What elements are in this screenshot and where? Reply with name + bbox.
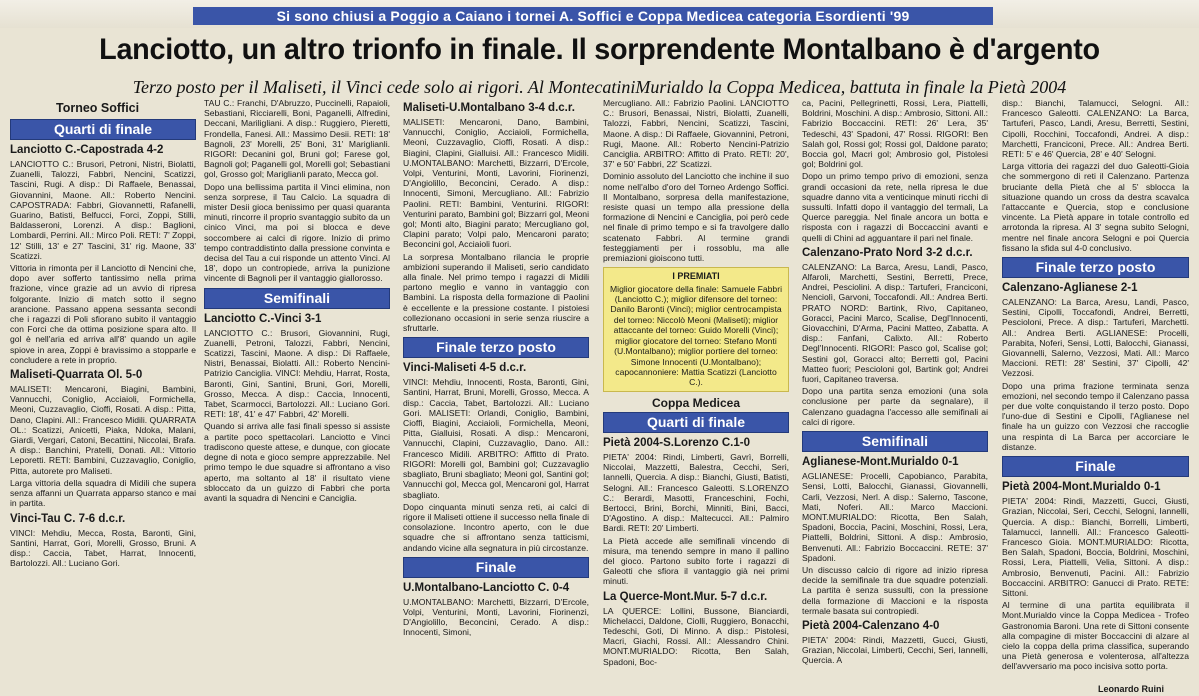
banner-title: Si sono chiusi a Poggio a Caiano i tornei A. Soffici e Coppa Medicea categoria Esordienti '99 [193, 7, 993, 25]
match-title: Calenzano-Aglianese 2-1 [1002, 282, 1138, 295]
match-title: Vinci-Tau C. 7-6 d.c.r. [10, 512, 126, 525]
column-3 [403, 98, 589, 696]
match-lineups: MALISETI: Mencaroni, Dano, Bambini, Vannucchi, Coniglio, Acciaioli, Formichella, Meoni, Cuzzavaglio, Cioffi, Rosati. A disp.: Biagini, Clapini, Gialluisi. All.: Francesco Midili. U.MONTALBANO: Marchetti, Bizzarri, D'Ercole, Volpi, Venturini, Monti, Lavorini, Fiorinenzi, D'Angiolillo, Beconcini, Cerado. A disp.: Innocenti, Simoni, Mercugliano. All.: Fabrizio Paolini. RETI: Bambini, Venturini. RIGORI: Venturini parato, Bambini gol; Bizzarri gol, Meoni gol; Monti alto, Biagini parato; Mercugliano gol, Clapini parato; Volpi palo, Mencaroni parato; Beconcini gol, Acciaioli fuori. [403, 117, 589, 250]
match-title: Pietà 2004-Calenzano 4-0 [802, 619, 940, 632]
column-2 [204, 98, 390, 696]
match-report: Quando si arriva alle fasi finali spesso si assiste a partite poco spettacolari. Lanciotto e Vinci tradiscono queste attese, e dunque, con giocate degne di nota e gioco sempre apprezzabile. Nel primo tempo le due squadre si affrontano a viso aperto, ma soltanto al 18' il risultato viene sbloccato da un guizzo di Fabbri che porta avanti la squadra di Nencini e Canciglia. [204, 421, 390, 503]
match-lineups: LANCIOTTO C.: Brusori, Petroni, Nistri, Biolatti, Zuanelli, Talozzi, Fabbri, Nencini, Scatizzi, Tascini, Rugi. A disp.: Di Raffaele, Benassai, Giovannini, Maone. All.: Roberto Nencini. CAPOSTRADA: Fabbri, Giovannetti, Rafanelli, Guarino, Batisti, Belfucci, Forci, Zoppi, Stilli, Baldasseroni, Lorenzi. A disp.: Baglioni, Lombardi, Perrini. All.: Mirco Poli. RETI: 7' Zoppi, 12' Stilli, 13' e 27' Tascini, 31' rig. Maone, 33' Scatizzi. [10, 159, 196, 261]
match-lineups: PIETA' 2004: Rindi, Mazzetti, Gucci, Giusti, Grazian, Niccolai, Seri, Cecchi, Selogni, Iannelli, Quercia. A disp.: Bianchi, Borrelli, Limberti, Talamucci, Iannelli. All.: Francesco Galeotti-Francesco Gioia. MONT.MURIALDO: Ricotta, Ben Salah, Spadoni, Boccia, Boldrini, Moschini, Rossi, Lera, Piattelli, Velia, Sittoni. A disp.: Ambrosio, Benvenuti, Pacini. All.: Fabrizio Boccaccini. ARBITRO: Ganucci di Prato. RETE: Sittoni. [1002, 496, 1189, 598]
match-report: Dopo una partita senza emozioni (una sola conclusione per parte da segnalare), il Calenzano guadagna l'accesso alle semifinali ai calci di rigore. [802, 386, 988, 427]
section-bar-terzo-posto: Finale terzo posto [403, 337, 589, 358]
match-report: La Pietà accede alle semifinali vincendo di misura, ma tenendo sempre in mano il pallino del gioco. Partono subito forte i ragazzi di Galeotti che sfiora il vantaggio già nei primi minuti. [603, 535, 789, 587]
column-4 [603, 98, 789, 696]
section-title-coppa: Coppa Medicea [651, 395, 741, 410]
section-bar-terzo-posto: Finale terzo posto [1002, 257, 1189, 278]
match-lineups: Mercugliano. All.: Fabrizio Paolini. LANCIOTTO C.: Brusori, Benassai, Nistri, Biolatti, Zuanelli, Talozzi, Fabbri, Nencini, Scatizzi, Tascini, Maone. A disp.: Di Raffaele, Giovannini, Petroni, Rugi, Maone. All.: Roberto Nencini-Patrizio Canciglia. ARBITRO: Affitto di Prato. RETI: 20', 37' e 50' Fabbri, 22' Scatizzi. [603, 98, 789, 170]
match-title: Maliseti-U.Montalbano 3-4 d.c.r. [403, 102, 575, 114]
match-lineups: PIETA' 2004: Rindi, Mazzetti, Gucci, Giusti, Grazian, Niccolai, Limberti, Cecchi, Seri, Iannelli, Quercia. A [802, 634, 988, 666]
match-title: Pietà 2004-S.Lorenzo C.1-0 [603, 436, 750, 449]
match-report: Larga vittoria dei ragazzi del duo Galeotti-Gioia che sommergono di reti il Calenzano. Partenza bruciante della Pietà che al 5' sblocca la situazione quando un cross da destra scavalca l'attaccante e Quercia, stop e conclusione vincente. La Pietà appare in totale controllo ed arrotonda la ripresa. Al 3' segna subito Selogni, mentre nel finale ancora Selogni e poi Quercia fissano la sfida sul 4-0 conclusivo. [1002, 161, 1189, 253]
match-lineups: U.MONTALBANO: Marchetti, Bizzarri, D'Ercole, Volpi, Venturini, Monti, Lavorini, Fiorinenzi, D'Angiolillo, Beconcini, Cerado. A disp.: Innocenti, Simoni, [403, 596, 589, 638]
match-report: Dopo un primo tempo privo di emozioni, senza grandi occasioni da rete, nella ripresa le due squadre danno vita a venticinque minuti ricchi di sussulti. Infatti dopo il vantaggio del termali, La Querce pareggia. Nel finale ancora un botta e risposta con i ragazzi di Boccaccini avanti e quelli di Chini ad agguantare il pari nel finale. [802, 171, 988, 243]
column-1 [10, 98, 196, 696]
section-bar-finale: Finale [403, 557, 589, 578]
match-report: Vittoria in rimonta per il Lanciotto di Nencini che, dopo aver sofferto tantissimo nella prima frazione, vince grazie ad un avvio di ripresa folgorante. Inizio di match sotto il segno arancione. Passano appena sessanta secondi che i ragazzi di Poli sfiorano subito il vantaggio con Forci che da ottima posizione spara alto. Il gol è nell'aria ed arriva all'8' quando un agile spiove in area, Zoppi è bravissimo a stopparle e concludere a rete in proprio. [10, 263, 196, 365]
section-bar-quarti: Quarti di finale [603, 412, 789, 433]
match-lineups: LANCIOTTO C.: Brusori, Giovannini, Rugi, Zuanelli, Petroni, Talozzi, Fabbri, Nencini, Scatizzi, Tascini, Maone. A disp.: Di Raffaele, Nistri, Benassai, Biolatti. All.: Roberto Nencini-Patrizio Canciglia. VINCI: Mehdiu, Harrat, Rosta, Baronti, Gini, Santini, Bruni, Gori, Morelli, Grosso, Mecca. A disp.: Caccia, Innocenti, Tabet, Scarmocci, Bartolozzi. All.: Luciano Gori. RETI: 18', 41' e 47' Fabbri, 42' Morelli. [204, 327, 390, 420]
match-title: U.Montalbano-Lanciotto C. 0-4 [403, 581, 570, 594]
prize-box [603, 267, 789, 391]
match-title: Maliseti-Quarrata Ol. 5-0 [10, 369, 143, 382]
match-report: Dopo cinquanta minuti senza reti, ai calci di rigore il Maliseti ottiene il successo nella finale di consolazione. Incontro aperto, con le due squadre che si affrontano senza tatticismi, andando vicine alla segnatura in più circostanze. [403, 501, 589, 553]
prize-list: Miglior giocatore della finale: Samuele Fabbri (Lanciotto C.); miglior difensore del torneo: Danilo Baronti (Vinci); miglior centrocampista del torneo: Niccolò Meoni (Maliseti); miglior attaccante del torneo: Guido Morelli (Vinci); miglior giocatore del torneo: Stefano Monti (U.Montalbano); miglior portiere del torneo: Simone Innocenti (U.Montalbano); capocannoniere: Mattia Scatizzi (Lanciotto C.). [610, 283, 782, 388]
match-lineups: VINCI: Mehdiu, Innocenti, Rosta, Baronti, Gini, Santini, Harrat, Bruni, Morelli, Grosso, Mecca. A disp.: Caccia, Tabet, Bartolozzi. All.: Luciano Gori. MALISETI: Orlandi, Coniglio, Bambini, Cioffi, Biagini, Acciaioli, Formichella, Meoni, Pitta, Gialluisi, Rosati. A disp.: Mencaroni, Vannucchi, Clapini, Cuzzavaglio, Dano. All.: Francesco Midili. ARBITRO: Affitto di Prato. RIGORI: Morelli gol, Bambini gol; Cuzzavaglio sbagliato, Bruni sbagliato; Meoni gol, Santini gol; Vannucchi gol, Mecca gol, Mencaroni gol, Harrat sbagliato. [403, 377, 589, 500]
match-report: Larga vittoria della squadra di Midili che supera senza affanni un Quarrata apparso stanco e mai in partita. [10, 477, 196, 509]
match-lineups: CALENZANO: La Barca, Aresu, Landi, Pasco, Alfaroli, Marchetti, Sestini, Berretti, Prece, Andrei, Pesciolini. A disp.: Tartuferi, Franciconi, Nenciolì, Garvoni, Toccafondi. All.: Andrea Berti. PRATO NORD: Bartink, Rivo, Capitaneo, Goracci, Pacini Marco, Scalise, Degl'Innocenti, Giovacchini, D'Arma, Pacini Matteo, Zabatta. A disp.: Fanfani, Calixto. All.: Roberto Degl'Innocenti. RIGORI: Pasco gol, Scalise gol; Sestini gol, Goracci alto; Berretti gol, Pacini Matteo fuori; Pescioloni gol, Bartink gol; Andrei fuori, Capitaneo traversa. [802, 261, 988, 385]
match-lineups: disp.: Bianchi, Talamucci, Selogni. All.: Francesco Galeotti. CALENZANO: La Barca, Tartuferi, Pasco, Landi, Aresu, Berretti, Sestini, Cipolli, Rocchini, Toccafondi, Andrei. A disp.: Marchetti, Franciconi, Prece. All.: Andrea Berti. RETI: 5' e 46' Quercia, 28' e 40' Selogni. [1002, 98, 1189, 160]
subheadline: Terzo posto per il Maliseti, il Vinci cede solo ai rigori. Al MontecatiniMurialdo la Coppa Medicea, battuta in finale la Pietà 2004 [132, 77, 1067, 97]
match-lineups: ca, Pacini, Pellegrinetti, Rossi, Lera, Piattelli, Boldrini, Moschini. A disp.: Ambrosio, Sittoni. All.: Fabrizio Boccaccini. RETI: 26' Lera, 35' Tedeschi, 43' Spadoni, 47' Rossi. RIGORI: Ben Salah gol, Rossi gol; Rossi gol, Daldone parato; Boccia gol, Macri gol; Ambrosio gol, Pistolesi gol; Boldrini gol. [802, 98, 988, 170]
match-lineups: CALENZANO: La Barca, Aresu, Landi, Pasco, Sestini, Cipolli, Toccafondi, Andrei, Berretti, Pescioloni, Prece. A disp.: Tartuferi, Marchetti. All.: Andrea Berti. AGLIANESE: Procelli, Parabita, Noferi, Sensi, Lotti, Balocchi, Gianassi, Giovannelli, Salerno, Vezzosi, Mati. All.: Marco Maccioni. RETI: 28' Sestini, 37' Cipolli, 42' Vezzosi. [1002, 297, 1189, 379]
match-title: Calenzano-Prato Nord 3-2 d.c.r. [802, 246, 973, 259]
column-6 [1002, 98, 1189, 696]
section-bar-semifinali: Semifinali [802, 431, 988, 452]
match-title: Vinci-Maliseti 4-5 d.c.r. [403, 362, 527, 375]
section-title-soffici: Torneo Soffici [56, 101, 140, 115]
section-bar-semifinali: Semifinali [204, 288, 390, 309]
match-lineups: PIETA' 2004: Rindi, Limberti, Gavrì, Borrelli, Niccolai, Mazzetti, Balestra, Cecchi, Seri, Iannelli, Quercia. A disp.: Bianchi, Giusti, Batisti, Selogni. All.: Francesco Galeotti. S.LORENZO C.: Berardi, Masotti, Franceschini, Fochi, Bertocci, Brini, Borchi, Minniti, Bini, Bacci, D'Agostino. A disp.: Maltecucci. All.: Palmiro Bardi. RETI: 20' Limberti. [603, 451, 789, 534]
match-title: Pietà 2004-Mont.Murialdo 0-1 [1002, 481, 1161, 494]
match-report: Dominio assoluto del Lanciotto che inchine il suo nome nell'albo d'oro del Torneo Ardengo Soffici. Il Montalbano, sorpresa della manifestazione, resiste quasi un tempo alla pressione della formazione di Nencini e Canciglia, poi però cede nel finale di primo tempo e si fa travolgere dallo scatenato Fabbri. Al termine grandi festeggiamenti per i rossoblu, ma alle premiazioni gioiscono tutti. [603, 171, 789, 264]
section-bar-finale: Finale [1002, 456, 1189, 477]
match-lineups: TAU C.: Franchi, D'Abruzzo, Puccinelli, Rapaioli, Sebastiani, Ricciarelli, Boni, Paganelli, Alfredini, Deccani, Mariligliani. A disp.: Ruggiero, Pieretti, Frondella, Fanesi. All.: Massimo Desii. RETI: 18' Bagnoli, 23' Morelli, 25' Boni, 31' Mariglianli. RIGORI: Decanini gol, Bruni gol; Farese gol, Bagnoli gol; Paganelli gol, Morelli gol; Sebastiani gol, Grosso gol; Mariglianli parato, Mecca gol. [204, 98, 390, 180]
headline: Lanciotto, un altro trionfo in finale. Il sorprendente Montalbano è d'argento [99, 33, 1100, 66]
column-5 [802, 98, 988, 696]
match-lineups: AGLIANESE: Procelli, Capobianco, Parabita, Sensi, Lotti, Balocchi, Gianassi, Giovannelli, Carli, Vezzosi, Nerl. A disp.: Salerno, Tascone, Mati, Noferi. All.: Marco Maccioni. MONT.MURIALDO: Ricotta, Ben Salah, Spadoni, Boccia, Pacini, Moschini, Rossi, Lera, Piattelli, Boldrini, Sittoni. A disp.: Ambrosio, Benvenuti. All.: Fabrizio Boccaccini. RETE: 37' Spadoni. [802, 471, 988, 563]
match-lineups: LA QUERCE: Lollini, Bussone, Bianciardi, Michelacci, Daldone, Ciolli, Ruggiero, Bonacchi, Tedeschi, Goti, Di Minno. A disp.: Pistolesi, Macri, Giachi, Rossi. All.: Alessandro Chini. MONT.MURIALDO: Ricotta, Ben Salah, Spadoni, Boc- [603, 605, 789, 667]
match-report: Al termine di una partita equilibrata il Mont.Murialdo vince la Coppa Medicea - Trofeo Gastronomia Baroni. Una rete di Sittoni consente alla compagine di mister Boccaccini di alzare al cielo la coppa della prima classifica, superando una Pietà generosa e volenterosa, all'altezza dell'avversario ma poco incisiva sotto porta. [1002, 600, 1189, 672]
match-title: Lanciotto C.-Capostrada 4-2 [10, 144, 164, 156]
prize-title: I PREMIATI [672, 271, 720, 282]
match-title: Aglianese-Mont.Murialdo 0-1 [802, 456, 959, 469]
section-bar-quarti: Quarti di finale [10, 119, 196, 140]
match-report: Un discusso calcio di rigore ad inizio ripresa decide la semifinale tra due squadre potenziali. La partita è senza sussulti, con la pressione della formazione di Maccioni e la risposta termale basata sui contropiedi. [802, 564, 988, 616]
match-title: La Querce-Mont.Mur. 5-7 d.c.r. [603, 590, 768, 603]
match-lineups: VINCI: Mehdiu, Mecca, Rosta, Baronti, Gini, Santini, Harrat, Gori, Morelli, Grosso, Bruni. A disp.: Caccia, Tabet, Harrat, Innocenti, Bartolozzi. All.: Luciano Gori. [10, 527, 196, 569]
match-report: Dopo una bellissima partita il Vinci elimina, non senza sorprese, il Tau Calcio. La squadra di mister Desii gioca benissimo per quasi quaranta minuti, rincorre il proprio svantaggio subito da un cinico Vinci, ma poi si blocca e deve soccombere ai calci di rigore. Inizio di primo tempo contraddistinto dalla pressione convinta e decisa del Tau a cui risponde un attento Vinci. Al 18', dopo un contropiede, arriva la punizione vincente di Bagnoli per il vantaggio giallorosso. [204, 181, 390, 284]
top-banner [0, 0, 1199, 28]
match-report: Dopo una prima frazione terminata senza emozioni, nel secondo tempo il Calenzano passa per due volte conquistando il terzo posto. Dopo l'uno-due di Sestini e Cipolli, l'Aglianese nel finale ha un guizzo con Vezzosi che raccoglie una respinta di La Barca per accorciare le distanze. [1002, 380, 1189, 452]
author-signature: Leonardo Ruini [1098, 684, 1164, 694]
match-lineups: MALISETI: Mencaroni, Biagini, Bambini, Vannucchi, Coniglio, Acciaioli, Formichella, Meoni, Cuzzavaglio, Cioffi, Rosati. A disp.: Pitta, Dano, Clapini. All.: Francesco Midili. QUARRATA OL.: Scatizzi, Anicetti, Piaka, Ndoka, Malani, Giardi, Vergari, Catoni, Becattini, Niccolai, Brafa. A disp.: Banchini, Pratelli, Donati. All.: Vittorio Leporetti. RETI: Bambini, Cuzzavaglio, Coniglio, Pitta, autorete pro Maliseti. [10, 384, 196, 476]
match-title: Lanciotto C.-Vinci 3-1 [204, 312, 322, 325]
match-report: La sorpresa Montalbano rilancia le proprie ambizioni superando il Maliseti, serio candidato alla finale. Nel primo tempo i ragazzi di Midili partono meglio e vanno in vantaggio con Bambini. La risposta della formazione di Paolini è eccellente e la pressione costante. I pistoiesi collezionano occasioni in serie senza riuscire a sfruttarle. [403, 251, 589, 334]
